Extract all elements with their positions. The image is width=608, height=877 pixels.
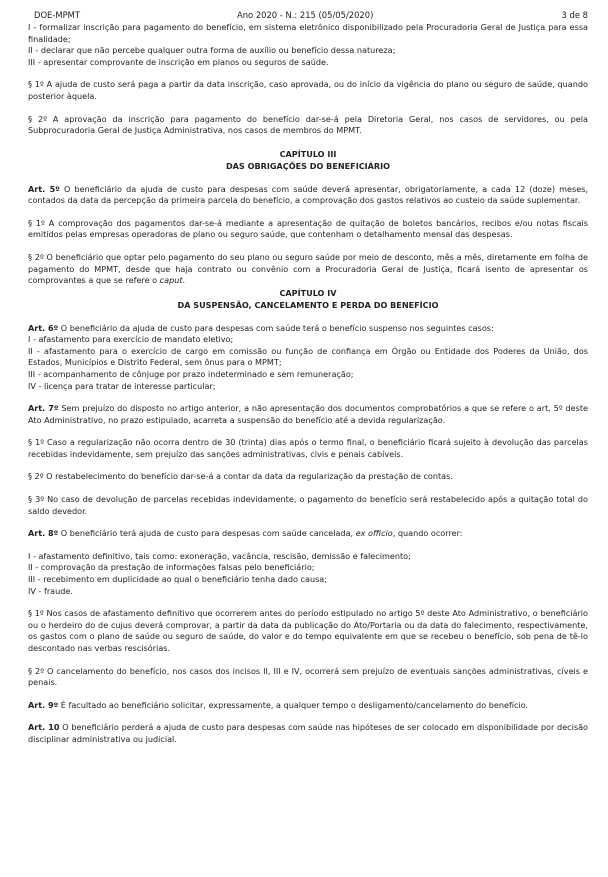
article-8-item-i: I - afastamento definitivo, tais como: exoneração, vacância, rescisão, demissão e falecimento; xyxy=(28,550,411,561)
document-body xyxy=(28,22,588,746)
article-6-text: O beneficiário da ajuda de custo para despesas com saúde terá o benefício suspenso nos seguintes casos: xyxy=(58,322,494,333)
article-5-paragraph-2 xyxy=(28,252,588,287)
article-7-label: Art. 7º xyxy=(28,403,59,414)
article-10 xyxy=(28,722,588,745)
article-7-paragraph-3: § 3º No caso de devolução de parcelas recebidas indevidamente, o pagamento do benefício será restabelecido após a quitação total do saldo devedor. xyxy=(28,494,588,516)
article-9-text: É facultado ao beneficiário solicitar, expressamente, a qualquer tempo o desligamento/cancelamento do benefício. xyxy=(58,699,529,710)
page-number: 3 de 8 xyxy=(561,10,588,20)
article-8-item-iv: IV - fraude. xyxy=(28,585,73,596)
chapter-4-heading xyxy=(28,287,588,312)
chapter-3-title: CAPÍTULO III xyxy=(279,148,337,159)
article-8-item-ii: II - comprovação da prestação de informações falsas pelo beneficiário; xyxy=(28,562,315,573)
article-5-text: O beneficiário da ajuda de custo para despesas com saúde deverá apresentar, obrigatoriamente, a cada 12 (doze) meses, contados da data da percepção da primeira parcela do benefício, a comprovação dos gastos relativos ao custeio da saúde suplementar. xyxy=(28,183,588,206)
article-8-label: Art. 8º xyxy=(28,528,59,539)
article-7-text: Sem prejuízo do disposto no artigo anterior, a não apresentação dos documentos comprobatórios a que se refere o art. 5º deste Ato Administrativo, no prazo estipulado, acarreta a suspensão do benefício até a devida regularização. xyxy=(28,403,588,425)
article-5-label: Art. 5º xyxy=(28,183,60,194)
article-5-paragraph-2-text: § 2º O beneficiário que optar pelo pagamento do seu plano ou seguro saúde por meio de desconto, mês a mês, diretamente em folha de pagamento do MPMT, desde que haja contrato ou convênio com a Procuradoria Geral de Justiça, ficará isento de apresentar os comprovantes a que se refere o xyxy=(28,251,588,286)
article-6-label: Art. 6º xyxy=(28,322,59,333)
top-item-ii: II - declarar que não percebe qualquer outra forma de auxílio ou benefício dessa natureza; xyxy=(28,45,396,56)
top-item-i: I - formalizar inscrição para pagamento do benefício, em sistema eletrônico disponibilizado pela Procuradoria Geral de Justiça para essa finalidade; xyxy=(28,22,588,44)
page-header xyxy=(28,0,588,22)
article-8-paragraph-2: § 2º O cancelamento do benefício, nos casos dos incisos II, III e IV, ocorrerá sem prejuízo de eventuais sanções administrativas, cíveis e penais. xyxy=(28,665,588,688)
article-5-paragraph-1: § 1º A comprovação dos pagamentos dar-se-á mediante a apresentação de quitação de boletos bancários, recibos e/ou notas fiscais emitidos pelas empresas operadoras de plano ou seguro saúde, que contenham o detalhamento mensal das despesas. xyxy=(28,217,588,240)
ex-officio-term: ex officio xyxy=(355,528,393,539)
article-8-item-iii: III - recebimento em duplicidade ao qual o beneficiário tenha dado causa; xyxy=(28,574,327,585)
article-6-item-iv: IV - licença para tratar de interesse particular; xyxy=(28,380,216,391)
article-5-paragraph-2-end: . xyxy=(182,275,186,286)
article-5 xyxy=(28,184,588,207)
article-6-item-ii: II - afastamento para o exercício de cargo em comissão ou função de confiança em Órgão ou Entidade dos Poderes da União, dos Estados, Municípios e Distrito Federal, sem ônus para o MPMT; xyxy=(28,345,588,368)
journal-name: DOE-MPMT xyxy=(34,10,80,20)
issue-info: Ano 2020 - N.: 215 (05/05/2020) xyxy=(237,10,374,20)
article-7-paragraph-1: § 1º Caso a regularização não ocorra dentro de 30 (trinta) dias após o termo final, o beneficiário ficará sujeito à devolução das parcelas recebidas indevidamente, sem prejuízo das sanções administrativas, civis e penais cabíveis. xyxy=(28,437,588,459)
article-10-text: O beneficiário perderá a ajuda de custo para despesas com saúde nas hipóteses de ser colocado em disponibilidade por decisão disciplinar administrativa ou judicial. xyxy=(28,722,588,744)
document-page xyxy=(28,0,588,746)
article-6-item-iii: III - acompanhamento de cônjuge por prazo indeterminado e sem remuneração; xyxy=(28,368,354,379)
article-8-text: O beneficiário terá ajuda de custo para despesas com saúde cancelada, xyxy=(58,528,356,539)
chapter-3-subtitle: DAS OBRIGAÇÕES DO BENEFICIÁRIO xyxy=(225,161,391,172)
article-8 xyxy=(28,528,588,540)
article-7 xyxy=(28,403,588,426)
article-6 xyxy=(28,323,588,335)
top-paragraph-2: § 2º A aprovação da inscrição para pagamento do benefício dar-se-á pela Diretoria Geral, nos casos de servidores, ou pela Subprocuradoria Geral de Justiça Administrativa, nos casos de membros do MPMT. xyxy=(28,113,588,136)
chapter-4-title: CAPÍTULO IV xyxy=(279,287,337,298)
article-9-label: Art. 9º xyxy=(28,699,59,710)
article-10-label: Art. 10 xyxy=(28,722,60,733)
caput-term: caput xyxy=(159,275,183,286)
article-9 xyxy=(28,700,588,712)
top-item-iii: III - apresentar comprovante de inscrição em planos ou seguros de saúde. xyxy=(28,56,329,67)
article-6-item-i: I - afastamento para exercício de mandato eletivo; xyxy=(28,334,234,345)
chapter-4-subtitle: DA SUSPENSÃO, CANCELAMENTO E PERDA DO BENEFÍCIO xyxy=(177,300,439,311)
top-paragraph-1: § 1º A ajuda de custo será paga a partir da data inscrição, caso aprovada, ou do início da vigência do plano ou seguro de saúde, quando posterior àquela. xyxy=(28,79,588,101)
article-8-text-end: , quando ocorrer: xyxy=(392,528,463,539)
article-7-paragraph-2: § 2º O restabelecimento do benefício dar-se-á a contar da data da regularização da prestação de contas. xyxy=(28,471,453,482)
article-8-paragraph-1: § 1º Nos casos de afastamento definitivo que ocorrerem antes do período estipulado no artigo 5º deste Ato Administrativo, o beneficiário ou o herdeiro do de cujus deverá comprovar, a partir da data da publicação do Ato/Portaria ou da data do falecimento, respectivamente, os gastos com o plano de saúde ou seguro de saúde, do valor e do tempo equivalente em que se recebeu o benefício, sob pena de tê-lo descontado nas verbas rescisórias. xyxy=(28,608,588,653)
chapter-3-heading xyxy=(28,148,588,173)
